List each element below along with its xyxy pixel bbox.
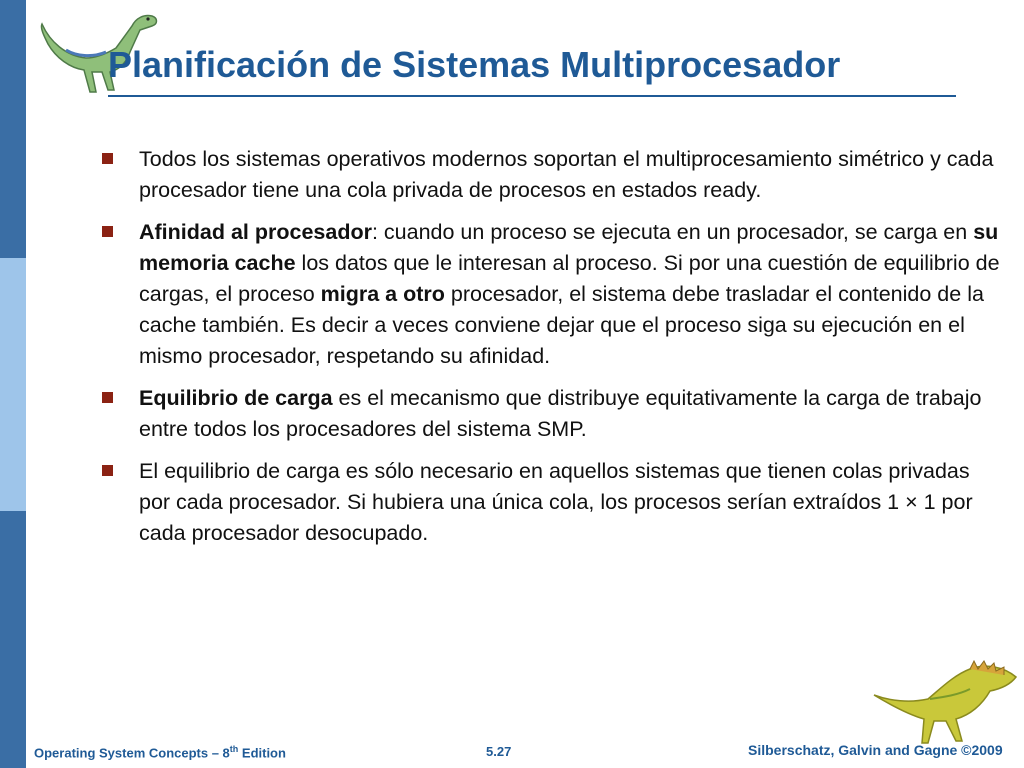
title-underline <box>108 95 956 97</box>
bullet-item <box>100 217 1000 372</box>
bullet-text: procesador, el sistema debe trasladar el contenido de la cache también. Es decir a veces conviene dejar que el proceso siga su ejecución en el mismo procesador, respetando su afinidad. <box>139 282 984 368</box>
bullet-bold-term: su memoria cache <box>139 220 999 275</box>
bullet-text: es el mecanismo que distribuye equitativamente la carga de trabajo entre todos los procesadores del sistema SMP. <box>139 386 982 441</box>
bullet-item <box>100 456 1000 549</box>
dinosaur-icon <box>870 655 1020 747</box>
bullet-text: Todos los sistemas operativos modernos soportan el multiprocesamiento simétrico y cada procesador tiene una cola privada de procesos en estados ready. <box>139 147 994 202</box>
bullet-text: los datos que le interesan al proceso. Si por una cuestión de equilibrio de cargas, el proceso <box>139 251 1000 306</box>
bullet-square-icon <box>102 153 113 164</box>
bullet-bold-term: migra a otro <box>320 282 445 306</box>
footer-book-title: Operating System Concepts – 8th Edition <box>34 744 286 761</box>
bullet-square-icon <box>102 392 113 403</box>
side-bar-segment-middle <box>0 258 26 511</box>
bullet-item <box>100 383 1000 445</box>
side-bar <box>0 0 26 768</box>
bullet-square-icon <box>102 465 113 476</box>
bullet-list <box>100 144 1000 560</box>
bullet-item <box>100 144 1000 206</box>
bullet-square-icon <box>102 226 113 237</box>
side-bar-segment-top <box>0 0 26 258</box>
slide-title: Planificación de Sistemas Multiprocesador <box>108 44 841 85</box>
bullet-bold-term: Afinidad al procesador <box>139 220 372 244</box>
footer-authors: Silberschatz, Galvin and Gagne ©2009 <box>748 742 1003 758</box>
bullet-bold-term: Equilibrio de carga <box>139 386 333 410</box>
bullet-text: : cuando un proceso se ejecuta en un procesador, se carga en <box>371 220 974 244</box>
side-bar-segment-bottom <box>0 511 26 768</box>
bullet-text: El equilibrio de carga es sólo necesario en aquellos sistemas que tienen colas privadas por cada procesador. Si hubiera una única cola, los procesos serían extraídos 1 × 1 por cada procesador desocupado. <box>139 459 973 545</box>
footer-page-number: 5.27 <box>486 744 512 759</box>
